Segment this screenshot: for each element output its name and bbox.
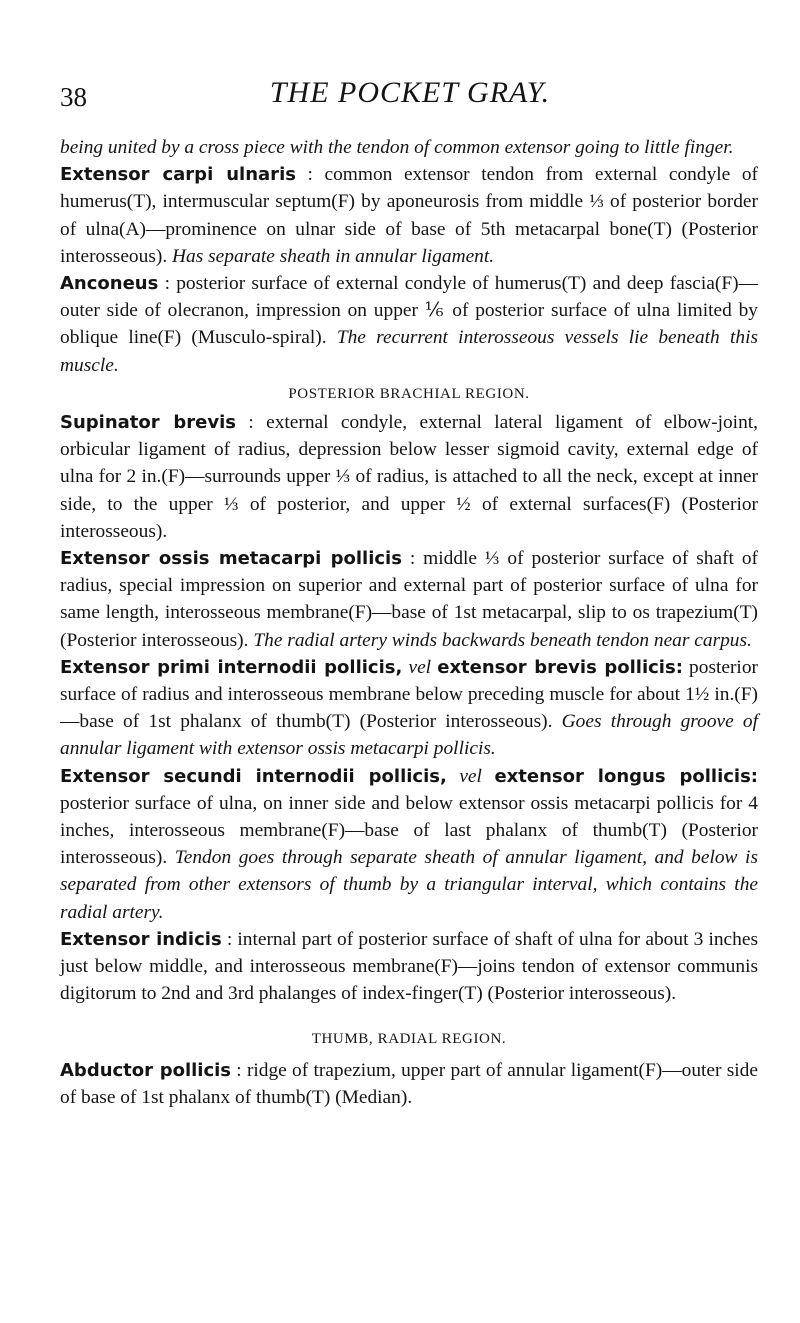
entry-text: : common extensor tendon from external condyle of humerus(T), intermuscular septum(F) by aponeurosis from middle ⅓ of posterior border of ulna(A)—prominence on ulnar side of base of 5th metacarpal bone(T) (Posterior interosseous).: [60, 164, 758, 267]
entry-text: : posterior surface of external condyle of humerus(T) and deep fascia(F)—outer side of olecranon, impression on upper ⅙ of posterior surface of ulna limited by oblique line(F) (Musculo-spiral).: [60, 273, 758, 349]
entry-supinator-brevis: [60, 409, 758, 545]
muscle-term: Extensor primi internodii pollicis,: [60, 656, 403, 678]
muscle-term: Extensor indicis: [60, 928, 222, 950]
running-title: THE POCKET GRAY.: [269, 76, 551, 109]
entry-extensor-indicis: [60, 926, 758, 1008]
page-header: [60, 76, 760, 126]
continuation-italic: being united by a cross piece with the tendon of common extensor going to little finger.: [60, 137, 734, 158]
section-heading-thumb-radial: THUMB, RADIAL REGION.: [311, 1030, 507, 1047]
muscle-term: Abductor pollicis: [60, 1059, 232, 1081]
entry-text: : internal part of posterior surface of shaft of ulna for about 3 inches just below middle, and interosseous membrane(F)—joins tendon of extensor communis digitorum to 2nd and 3rd phalanges of index-finger(T) (Posterior interosseous).: [60, 928, 759, 1005]
section-heading-posterior-brachial: POSTERIOR BRACHIAL REGION.: [288, 385, 530, 402]
page-body: [60, 134, 758, 1111]
entry-abductor-pollicis: [60, 1057, 758, 1111]
muscle-term: Extensor carpi ulnaris: [60, 164, 296, 186]
muscle-term: Extensor secundi internodii pollicis,: [60, 765, 447, 787]
entry-extensor-secundi-internodii-pollicis: [60, 763, 758, 926]
entry-extensor-carpi-ulnaris: [60, 161, 758, 270]
entry-note: Has separate sheath in annular ligament.: [172, 245, 495, 267]
vel-word: vel: [446, 765, 495, 787]
entry-text: : middle ⅓ of posterior surface of shaft of radius, special impression on superior and external part of posterior surface of ulna for same length, interosseous membrane(F)—base of 1st metacarpal, slip to os trapezium(T) (Posterior interosseous).: [60, 548, 759, 651]
entry-note: Tendon goes through separate sheath of annular ligament, and below is separated from other extensors of thumb by a triangular interval, which contains the radial artery.: [60, 847, 758, 923]
entry-text: posterior surface of ulna, on inner side and below extensor ossis metacarpi pollicis for 4 inches, interosseous membrane(F)—base of last phalanx of thumb(T) (Posterior interosseous).: [60, 792, 758, 869]
entry-extensor-primi-internodii-pollicis: [60, 654, 758, 763]
entry-anconeus: [60, 270, 758, 379]
entry-text: posterior surface of radius and interosseous membrane below preceding muscle for about 1½ in.(F)—base of 1st phalanx of thumb(T) (Posterior interosseous).: [60, 656, 758, 733]
entry-extensor-ossis-metacarpi-pollicis: [60, 545, 758, 654]
muscle-term: Extensor ossis metacarpi pollicis: [60, 548, 402, 570]
muscle-term: Anconeus: [60, 273, 159, 295]
muscle-term: Supinator brevis: [60, 412, 236, 434]
paragraph-continuation: [60, 134, 758, 161]
entry-text: : external condyle, external lateral ligament of elbow-joint, orbicular ligament of radius, depression below lesser sigmoid cavity, external edge of ulna for 2 in.(F)—surrounds upper ⅓ of radius, is attached to all the neck, except at inner side, to the upper ⅓ of posterior, and upper ½ of external surfaces(F) (Posterior interosseous).: [60, 412, 758, 542]
muscle-term-alt: extensor brevis pollicis:: [437, 656, 683, 678]
muscle-term-alt: extensor longus pollicis:: [494, 765, 759, 787]
entry-note: The recurrent interosseous vessels lie beneath this muscle.: [60, 327, 758, 376]
page-number: 38: [60, 82, 87, 112]
entry-note: The radial artery winds backwards beneath tendon near carpus.: [253, 629, 752, 651]
entry-note: Goes through groove of annular ligament with extensor ossis metacarpi pollicis.: [60, 711, 758, 760]
entry-text: : ridge of trapezium, upper part of annular ligament(F)—outer side of base of 1st phalanx of thumb(T) (Median).: [60, 1059, 758, 1108]
vel-word: vel: [402, 656, 438, 678]
